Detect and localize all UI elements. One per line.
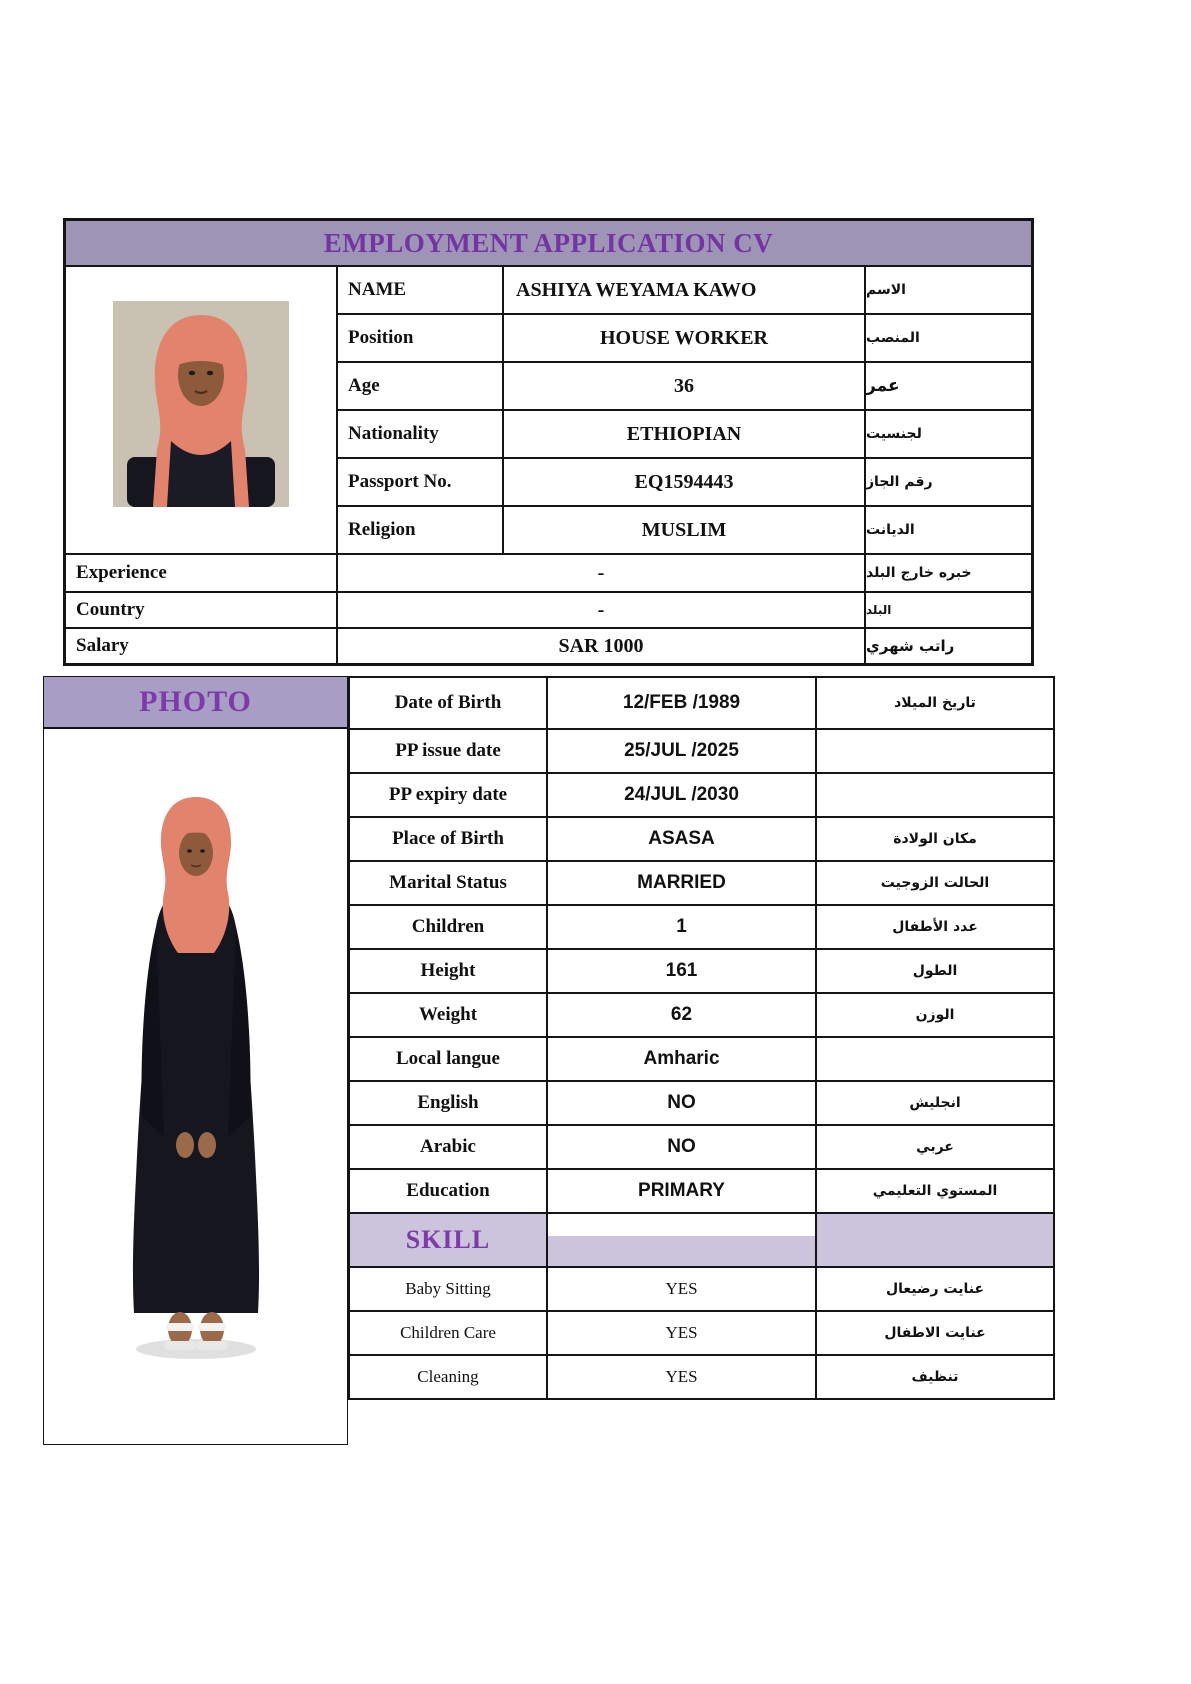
full-body-photo-cell (43, 728, 348, 1445)
field-label-arabic (816, 773, 1054, 817)
field-label: Age (337, 362, 503, 410)
field-label-arabic: عدد الأطفال (816, 905, 1054, 949)
field-label: Date of Birth (349, 677, 547, 729)
field-label: Marital Status (349, 861, 547, 905)
field-label: PP expiry date (349, 773, 547, 817)
field-label: Nationality (337, 410, 503, 458)
photo-section-header: PHOTO (43, 676, 348, 728)
field-label-arabic: المستوي التعليمي (816, 1169, 1054, 1213)
skill-value: YES (547, 1355, 816, 1399)
employment-application-table (63, 218, 1034, 666)
skill-label-arabic: تنظيف (816, 1355, 1054, 1399)
skill-section-header: SKILL (349, 1213, 547, 1267)
skill-value: YES (547, 1311, 816, 1355)
field-label-arabic: رقم الجاز (865, 458, 1032, 506)
field-label: Education (349, 1169, 547, 1213)
field-value: EQ1594443 (503, 458, 865, 506)
field-value: 24/JUL /2030 (547, 773, 816, 817)
field-value: NO (547, 1125, 816, 1169)
field-value: Amharic (547, 1037, 816, 1081)
field-label-arabic: انجليش (816, 1081, 1054, 1125)
field-label-arabic: عربي (816, 1125, 1054, 1169)
field-label-arabic: مكان الولادة (816, 817, 1054, 861)
field-label: Height (349, 949, 547, 993)
full-body-photo-illustration (44, 757, 347, 1397)
field-label: Children (349, 905, 547, 949)
field-label-arabic: الطول (816, 949, 1054, 993)
field-label: NAME (337, 266, 503, 314)
skill-label: Children Care (349, 1311, 547, 1355)
field-label-arabic (816, 1037, 1054, 1081)
field-value: NO (547, 1081, 816, 1125)
field-value: MUSLIM (503, 506, 865, 554)
field-value: 25/JUL /2025 (547, 729, 816, 773)
field-value: PRIMARY (547, 1169, 816, 1213)
field-label-arabic: عمر (865, 362, 1032, 410)
field-label: Country (65, 592, 337, 628)
field-label-arabic: لجنسيت (865, 410, 1032, 458)
field-value: - (337, 554, 865, 592)
field-value: MARRIED (547, 861, 816, 905)
field-label-arabic: الديانت (865, 506, 1032, 554)
field-value: ASHIYA WEYAMA KAWO (503, 266, 865, 314)
field-label: Religion (337, 506, 503, 554)
field-label: English (349, 1081, 547, 1125)
skill-label: Cleaning (349, 1355, 547, 1399)
field-label: Salary (65, 628, 337, 664)
field-label-arabic: الاسم (865, 266, 1032, 314)
field-label-arabic: راتب شهري (865, 628, 1032, 664)
skill-label-arabic: عنايت رضيعال (816, 1267, 1054, 1311)
field-value: 12/FEB /1989 (547, 677, 816, 729)
field-value: 161 (547, 949, 816, 993)
field-label-arabic: الحالت الزوجيت (816, 861, 1054, 905)
field-label: Position (337, 314, 503, 362)
field-value: ETHIOPIAN (503, 410, 865, 458)
field-value: 1 (547, 905, 816, 949)
portrait-photo-illustration (113, 301, 289, 507)
skill-label-arabic: عنايت الاطفال (816, 1311, 1054, 1355)
field-label-arabic (816, 729, 1054, 773)
field-value: 62 (547, 993, 816, 1037)
field-label: Arabic (349, 1125, 547, 1169)
field-label: Experience (65, 554, 337, 592)
skill-value: YES (547, 1267, 816, 1311)
field-label-arabic: البلد (865, 592, 1032, 628)
field-value: HOUSE WORKER (503, 314, 865, 362)
field-value: SAR 1000 (337, 628, 865, 664)
field-label-arabic: تاريخ الميلاد (816, 677, 1054, 729)
skill-header-spacer-arabic (816, 1213, 1054, 1267)
field-label-arabic: المنصب (865, 314, 1032, 362)
field-label: Weight (349, 993, 547, 1037)
details-table (348, 676, 1055, 1400)
field-value: ASASA (547, 817, 816, 861)
skill-label: Baby Sitting (349, 1267, 547, 1311)
field-label: PP issue date (349, 729, 547, 773)
field-value: 36 (503, 362, 865, 410)
field-label: Local langue (349, 1037, 547, 1081)
page-title: EMPLOYMENT APPLICATION CV (65, 220, 1032, 266)
field-label: Place of Birth (349, 817, 547, 861)
skill-header-spacer (547, 1213, 816, 1267)
field-label: Passport No. (337, 458, 503, 506)
field-value: - (337, 592, 865, 628)
field-label-arabic: الوزن (816, 993, 1054, 1037)
field-label-arabic: خبره خارج البلد (865, 554, 1032, 592)
portrait-photo-cell (65, 266, 337, 554)
